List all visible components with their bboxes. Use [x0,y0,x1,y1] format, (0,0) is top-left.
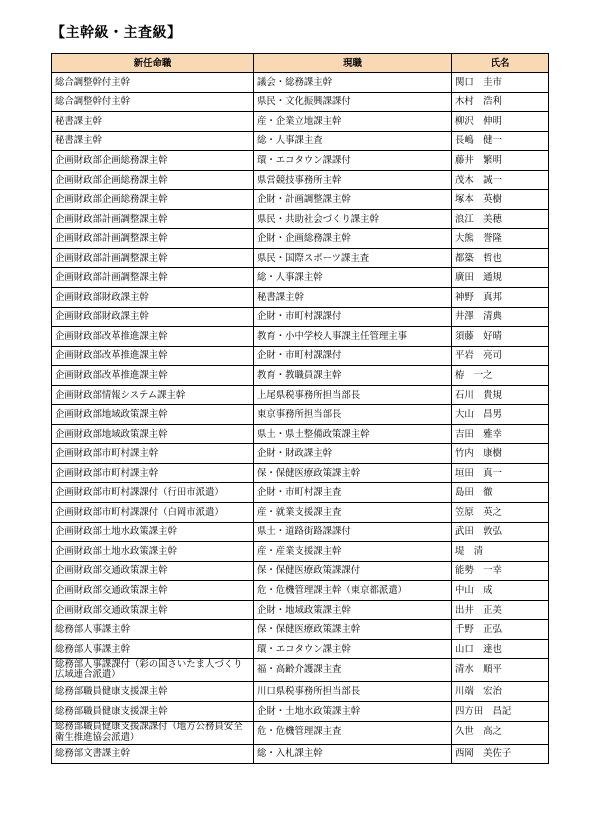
name-cell: 大熊 誉隆 [452,229,549,249]
new-position-cell: 秘書課主幹 [52,131,254,151]
new-position-cell: 企画財政部市町村課課付（白岡市派遣） [52,503,254,523]
table-header-row [52,54,549,73]
name-cell: 武田 敦弘 [452,522,549,542]
table-row [52,131,549,151]
current-position-cell: 県民・共助社会づくり課主幹 [254,209,452,229]
header-new-position: 新任命職 [52,54,254,73]
current-position-cell: 東京事務所担当部長 [254,405,452,425]
current-position-cell: 県土・道路街路課課付 [254,522,452,542]
name-cell: 神野 真邦 [452,288,549,308]
new-position-cell: 総務部人事課主幹 [52,639,254,659]
new-position-cell: 企画財政部企画総務課主幹 [52,190,254,210]
current-position-cell: 産・企業立地課主幹 [254,112,452,132]
table-row [52,385,549,405]
table-row [52,542,549,562]
table-row [52,744,549,764]
current-position-cell: 総・人事課主幹 [254,268,452,288]
current-position-cell: 危・危機管理課主査 [254,721,452,744]
table-row [52,288,549,308]
table-row [52,366,549,386]
name-cell: 川端 宏治 [452,682,549,702]
current-position-cell: 企財・地域政策課主幹 [254,600,452,620]
current-position-cell: 企財・市町村課主査 [254,483,452,503]
name-cell: 廣田 通規 [452,268,549,288]
name-cell: 四方田 昌記 [452,701,549,721]
current-position-cell: 保・保健医療政策課主幹 [254,463,452,483]
name-cell: 塚本 英樹 [452,190,549,210]
new-position-cell: 企画財政部市町村課課付（行田市派遣） [52,483,254,503]
new-position-cell: 企画財政部改革推進課主幹 [52,327,254,347]
table-row [52,721,549,744]
new-position-cell: 総務部人事課課付（彩の国さいたま人づくり広域連合派遣） [52,659,254,682]
new-position-cell: 総務部文書課主幹 [52,744,254,764]
name-cell: 栫 一之 [452,366,549,386]
name-cell: 木村 浩利 [452,92,549,112]
new-position-cell: 企画財政部改革推進課主幹 [52,366,254,386]
current-position-cell: 議会・総務課主幹 [254,73,452,93]
new-position-cell: 企画財政部計画調整課主幹 [52,229,254,249]
new-position-cell: 総務部人事課主幹 [52,620,254,640]
new-position-cell: 企画財政部市町村課主幹 [52,463,254,483]
name-cell: 柳沢 伸明 [452,112,549,132]
header-name: 氏名 [452,54,549,73]
current-position-cell: 企財・財政課主幹 [254,444,452,464]
current-position-cell: 企財・市町村課課付 [254,307,452,327]
name-cell: 長嶋 健一 [452,131,549,151]
name-cell: 浪江 美穂 [452,209,549,229]
name-cell: 竹内 康樹 [452,444,549,464]
current-position-cell: 教育・教職員課主幹 [254,366,452,386]
new-position-cell: 企画財政部財政課主幹 [52,307,254,327]
table-row [52,444,549,464]
current-position-cell: 企財・市町村課課付 [254,346,452,366]
current-position-cell: 福・高齢介護課主査 [254,659,452,682]
new-position-cell: 総合調整幹付主幹 [52,92,254,112]
table-row [52,92,549,112]
new-position-cell: 企画財政部改革推進課主幹 [52,346,254,366]
name-cell: 垣田 真一 [452,463,549,483]
current-position-cell: 環・エコタウン課主幹 [254,639,452,659]
table-body [52,73,549,764]
new-position-cell: 総合調整幹付主幹 [52,73,254,93]
current-position-cell: 県土・県土整備政策課主幹 [254,424,452,444]
current-position-cell: 環・エコタウン課課付 [254,151,452,171]
header-current-position: 現職 [254,54,452,73]
name-cell: 茂木 誠一 [452,170,549,190]
current-position-cell: 県営競技事務所主幹 [254,170,452,190]
name-cell: 西岡 美佐子 [452,744,549,764]
current-position-cell: 産・産業支援課主幹 [254,542,452,562]
table-row [52,600,549,620]
new-position-cell: 総務部職員健康支援課主幹 [52,682,254,702]
current-position-cell: 保・保健医療政策課課付 [254,561,452,581]
current-position-cell: 県民・国際スポーツ課主査 [254,248,452,268]
table-row [52,639,549,659]
table-row [52,682,549,702]
current-position-cell: 秘書課主幹 [254,288,452,308]
new-position-cell: 企画財政部土地水政策課主幹 [52,542,254,562]
new-position-cell: 企画財政部計画調整課主幹 [52,248,254,268]
new-position-cell: 企画財政部地域政策課主幹 [52,424,254,444]
current-position-cell: 企財・計画調整課主幹 [254,190,452,210]
name-cell: 堤 清 [452,542,549,562]
table-row [52,112,549,132]
table-row [52,522,549,542]
current-position-cell: 保・保健医療政策課主幹 [254,620,452,640]
name-cell: 大山 昌男 [452,405,549,425]
table-row [52,483,549,503]
current-position-cell: 危・危機管理課主幹（東京都派遣） [254,581,452,601]
name-cell: 千野 正弘 [452,620,549,640]
table-row [52,346,549,366]
table-row [52,327,549,347]
name-cell: 出井 正美 [452,600,549,620]
table-row [52,581,549,601]
new-position-cell: 企画財政部土地水政策課主幹 [52,522,254,542]
table-row [52,190,549,210]
name-cell: 須藤 好晴 [452,327,549,347]
name-cell: 都築 哲也 [452,248,549,268]
table-row [52,561,549,581]
table-row [52,307,549,327]
new-position-cell: 企画財政部企画総務課主幹 [52,151,254,171]
table-row [52,229,549,249]
new-position-cell: 企画財政部交通政策課主幹 [52,581,254,601]
name-cell: 久世 高之 [452,721,549,744]
name-cell: 関口 圭市 [452,73,549,93]
table-row [52,405,549,425]
name-cell: 能勢 一幸 [452,561,549,581]
new-position-cell: 総務部職員健康支援課課付（地方公務員安全衛生推進協会派遣） [52,721,254,744]
name-cell: 島田 徹 [452,483,549,503]
new-position-cell: 企画財政部交通政策課主幹 [52,600,254,620]
table-row [52,268,549,288]
current-position-cell: 産・就業支援課主査 [254,503,452,523]
personnel-table [51,53,549,764]
table-row [52,503,549,523]
table-row [52,701,549,721]
current-position-cell: 企財・土地水政策課主幹 [254,701,452,721]
new-position-cell: 秘書課主幹 [52,112,254,132]
name-cell: 中山 成 [452,581,549,601]
current-position-cell: 県民・文化振興課課付 [254,92,452,112]
new-position-cell: 企画財政部企画総務課主幹 [52,170,254,190]
table-row [52,209,549,229]
name-cell: 笠原 英之 [452,503,549,523]
name-cell: 平岩 亮司 [452,346,549,366]
name-cell: 石川 貴規 [452,385,549,405]
new-position-cell: 総務部職員健康支援課主幹 [52,701,254,721]
table-row [52,170,549,190]
table-row [52,248,549,268]
name-cell: 清水 順平 [452,659,549,682]
current-position-cell: 企財・企画総務課主幹 [254,229,452,249]
table-row [52,151,549,171]
current-position-cell: 教育・小中学校人事課主任管理主事 [254,327,452,347]
table-row [52,659,549,682]
table-row [52,73,549,93]
table-row [52,424,549,444]
table-row [52,463,549,483]
name-cell: 山口 達也 [452,639,549,659]
current-position-cell: 総・人事課主査 [254,131,452,151]
name-cell: 吉田 雅幸 [452,424,549,444]
section-heading: 【主幹級・主査級】 [51,25,182,41]
new-position-cell: 企画財政部計画調整課主幹 [52,268,254,288]
new-position-cell: 企画財政部交通政策課主幹 [52,561,254,581]
current-position-cell: 上尾県税事務所担当部長 [254,385,452,405]
name-cell: 藤井 繁明 [452,151,549,171]
new-position-cell: 企画財政部市町村課主幹 [52,444,254,464]
current-position-cell: 総・入札課主幹 [254,744,452,764]
name-cell: 井澤 清典 [452,307,549,327]
new-position-cell: 企画財政部地域政策課主幹 [52,405,254,425]
new-position-cell: 企画財政部情報システム課主幹 [52,385,254,405]
new-position-cell: 企画財政部計画調整課主幹 [52,209,254,229]
new-position-cell: 企画財政部財政課主幹 [52,288,254,308]
current-position-cell: 川口県税事務所担当部長 [254,682,452,702]
table-row [52,620,549,640]
